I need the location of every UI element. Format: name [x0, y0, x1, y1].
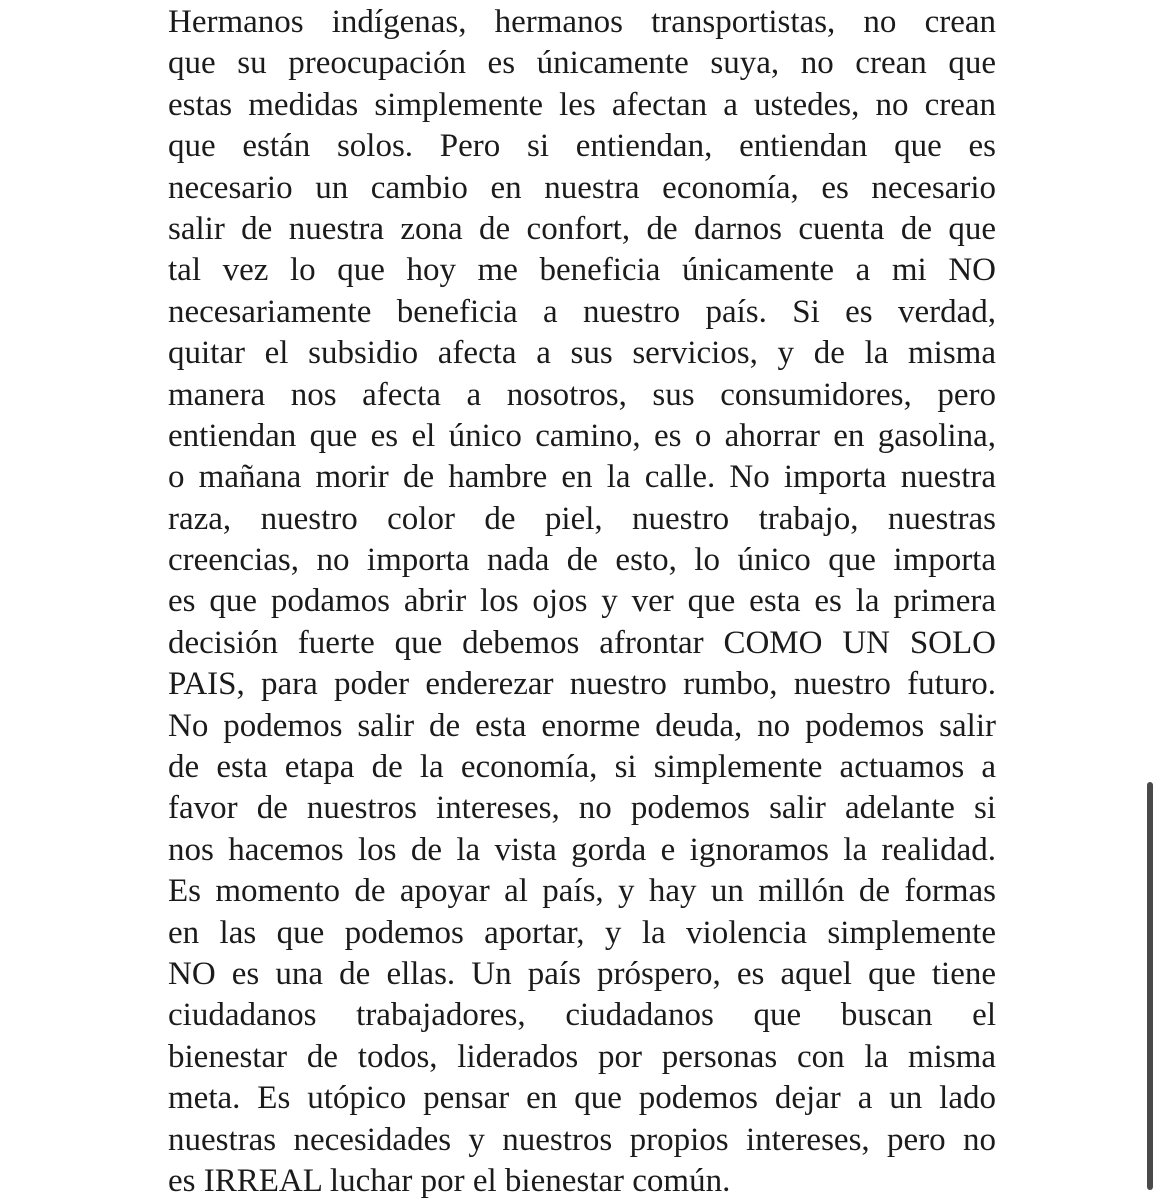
text-line: NO es una de ellas. Un país próspero, es aquel que tiene — [168, 955, 996, 992]
text-line: Es momento de apoyar al país, y hay un millón de formas — [168, 873, 996, 910]
document-body — [168, 2, 996, 1202]
text-line: salir de nuestra zona de confort, de darnos cuenta de que — [168, 210, 996, 247]
text-line: No podemos salir de esta enorme deuda, no podemos salir — [168, 707, 996, 744]
text-line: necesario un cambio en nuestra economía, es necesario — [168, 169, 996, 206]
text-line: ciudadanos trabajadores, ciudadanos que buscan el — [168, 997, 996, 1034]
text-line: bienestar de todos, liderados por personas con la misma — [168, 1038, 996, 1075]
text-line: o mañana morir de hambre en la calle. No importa nuestra — [168, 459, 996, 496]
text-line: raza, nuestro color de piel, nuestro trabajo, nuestras — [168, 500, 996, 537]
text-line: quitar el subsidio afecta a sus servicios, y de la misma — [168, 335, 996, 372]
text-line: manera nos afecta a nosotros, sus consumidores, pero — [168, 376, 996, 413]
text-line: PAIS, para poder enderezar nuestro rumbo, nuestro futuro. — [168, 666, 996, 703]
text-line: favor de nuestros intereses, no podemos salir adelante si — [168, 790, 996, 827]
text-line: nuestras necesidades y nuestros propios intereses, pero no — [168, 1121, 996, 1158]
text-line: es que podamos abrir los ojos y ver que esta es la primera — [168, 583, 996, 620]
text-line: creencias, no importa nada de esto, lo único que importa — [168, 542, 996, 579]
text-line: meta. Es utópico pensar en que podemos dejar a un lado — [168, 1080, 996, 1117]
text-line: es IRREAL luchar por el bienestar común. — [168, 1162, 731, 1199]
text-line: que su preocupación es únicamente suya, no crean que — [168, 45, 996, 82]
text-line: Hermanos indígenas, hermanos transportistas, no crean — [168, 4, 996, 40]
text-line: nos hacemos los de la vista gorda e ignoramos la realidad. — [168, 831, 996, 868]
text-line: en las que podemos aportar, y la violencia simplemente — [168, 914, 996, 951]
vertical-scrollbar[interactable] — [1147, 782, 1153, 1190]
text-line: estas medidas simplemente les afectan a ustedes, no crean — [168, 86, 996, 123]
text-line: entiendan que es el único camino, es o ahorrar en gasolina, — [168, 417, 996, 454]
text-line: necesariamente beneficia a nuestro país. Si es verdad, — [168, 293, 996, 330]
text-line: de esta etapa de la economía, si simplemente actuamos a — [168, 749, 996, 786]
text-line: tal vez lo que hoy me beneficia únicamente a mi NO — [168, 252, 996, 289]
text-line: que están solos. Pero si entiendan, entiendan que es — [168, 128, 996, 165]
text-line: decisión fuerte que debemos afrontar COMO UN SOLO — [168, 624, 996, 661]
